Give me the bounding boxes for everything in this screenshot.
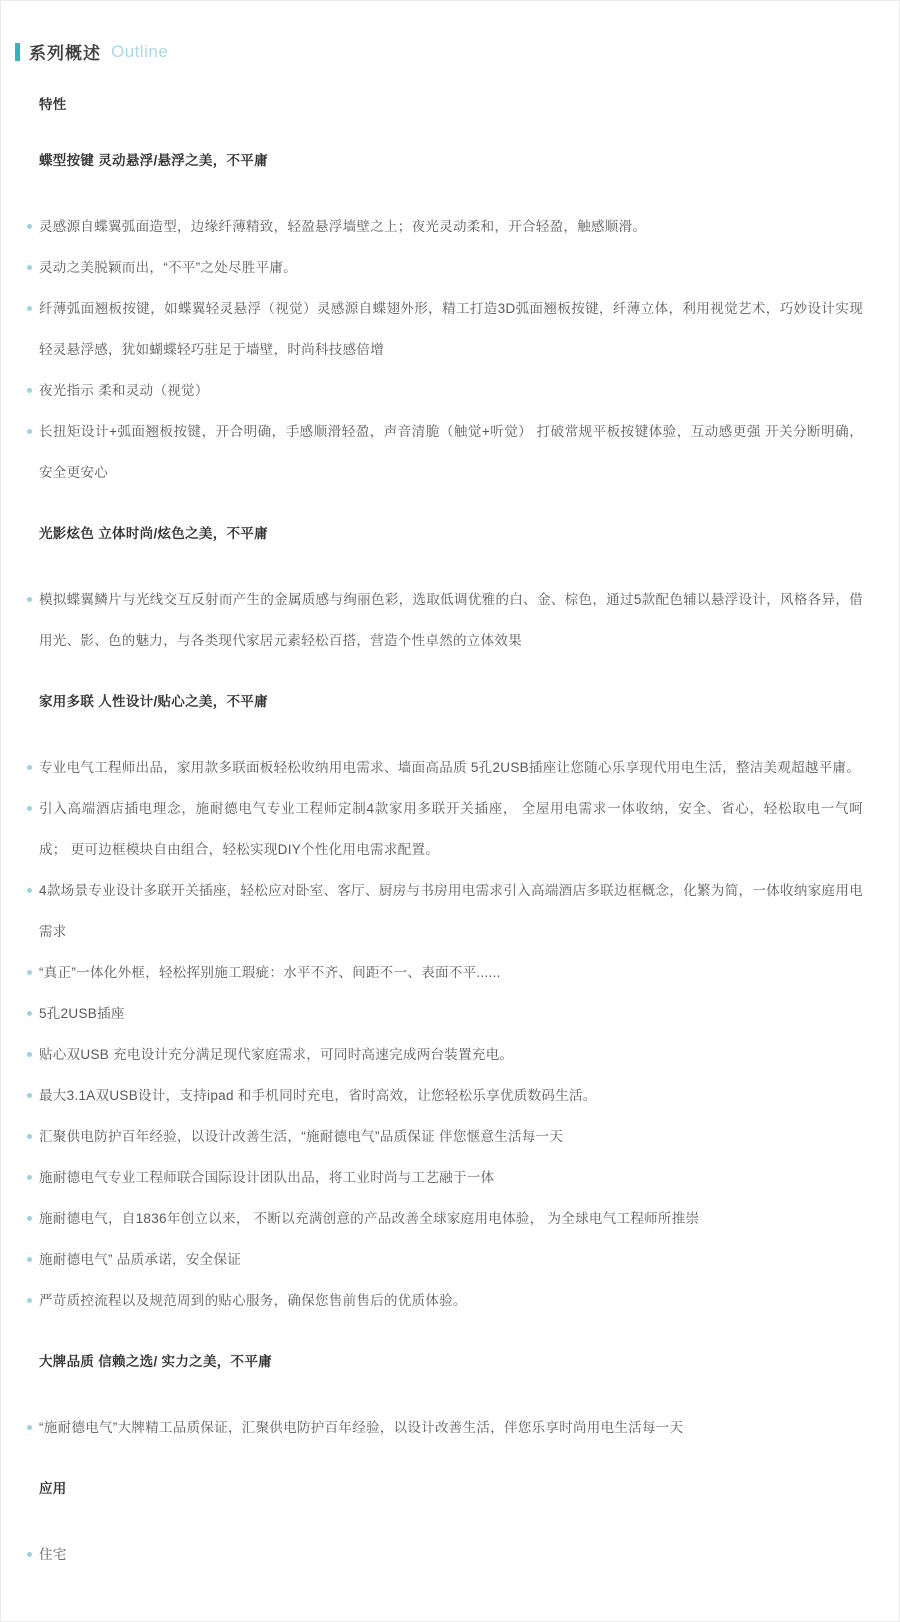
bullet-list-application [39, 1534, 863, 1575]
bullet-item: 夜光指示 柔和灵动（视觉） [39, 370, 863, 411]
content-area [1, 94, 899, 1621]
bullet-item: 施耐德电气，自1836年创立以来， 不断以充满创意的产品改善全球家庭用电体验， 为全球电气工程师所推崇 [39, 1198, 863, 1239]
page-header [15, 39, 899, 64]
bullet-list-multi-gang [39, 747, 863, 1321]
bullet-item: 住宅 [39, 1534, 863, 1575]
section-heading-features: 特性 [39, 97, 67, 112]
page-title-en: Outline [111, 41, 169, 61]
bullet-item: “施耐德电气”大牌精工品质保证，汇聚供电防护百年经验，以设计改善生活，伴您乐享时尚用电生活每一天 [39, 1407, 863, 1448]
section-heading-application: 应用 [39, 1481, 67, 1496]
section-heading-multi-gang: 家用多联 人性设计/贴心之美，不平庸 [39, 694, 268, 709]
bullet-item: “真正”一体化外框，轻松挥别施工瑕疵：水平不齐、间距不一、表面不平...... [39, 952, 863, 993]
page-title-cn: 系列概述 [29, 44, 101, 63]
bullet-item: 专业电气工程师出品，家用款多联面板轻松收纳用电需求、墙面高品质 5孔2USB插座让您随心乐享现代用电生活，整洁美观超越平庸。 [39, 747, 863, 788]
bullet-item: 汇聚供电防护百年经验，以设计改善生活，“施耐德电气”品质保证 伴您惬意生活每一天 [39, 1116, 863, 1157]
bullet-item: 施耐德电气” 品质承诺，安全保证 [39, 1239, 863, 1280]
bullet-list-light-color [39, 579, 863, 661]
bullet-item: 灵感源自蝶翼弧面造型，边缘纤薄精致，轻盈悬浮墙壁之上；夜光灵动柔和，开合轻盈，触感顺滑。 [39, 206, 863, 247]
bullet-list-butterfly-keys [39, 206, 863, 493]
bullet-item: 严苛质控流程以及规范周到的贴心服务，确保您售前售后的优质体验。 [39, 1280, 863, 1321]
bullet-list-brand-quality [39, 1407, 863, 1448]
accent-bar-icon [15, 43, 20, 61]
bullet-item: 引入高端酒店插电理念，施耐德电气专业工程师定制4款家用多联开关插座， 全屋用电需求一体收纳，安全、省心，轻松取电一气呵成； 更可边框模块自由组合，轻松实现DIY个性化用电需求配置。 [39, 788, 863, 870]
section-heading-brand-quality: 大牌品质 信赖之选/ 实力之美，不平庸 [39, 1354, 272, 1369]
bullet-item: 长扭矩设计+弧面翘板按键，开合明确，手感顺滑轻盈，声音清脆（触觉+听觉） 打破常规平板按键体验，互动感更强 开关分断明确，安全更安心 [39, 411, 863, 493]
bullet-item: 灵动之美脱颖而出，“不平”之处尽胜平庸。 [39, 247, 863, 288]
bullet-item: 4款场景专业设计多联开关插座，轻松应对卧室、客厅、厨房与书房用电需求引入高端酒店多联边框概念，化繁为简，一体收纳家庭用电需求 [39, 870, 863, 952]
section-heading-light-color: 光影炫色 立体时尚/炫色之美，不平庸 [39, 526, 268, 541]
section-heading-butterfly-keys: 蝶型按键 灵动悬浮/悬浮之美，不平庸 [39, 153, 268, 168]
bullet-item: 最大3.1A双USB设计，支持ipad 和手机同时充电，省时高效，让您轻松乐享优质数码生活。 [39, 1075, 863, 1116]
bullet-item: 贴心双USB 充电设计充分满足现代家庭需求，可同时高速完成两台装置充电。 [39, 1034, 863, 1075]
bullet-item: 纤薄弧面翘板按键，如蝶翼轻灵悬浮（视觉）灵感源自蝶翅外形，精工打造3D弧面翘板按键，纤薄立体，利用视觉艺术，巧妙设计实现轻灵悬浮感，犹如蝴蝶轻巧驻足于墙壁，时尚科技感倍增 [39, 288, 863, 370]
bullet-item: 模拟蝶翼鳞片与光线交互反射而产生的金属质感与绚丽色彩，选取低调优雅的白、金、棕色，通过5款配色辅以悬浮设计，风格各异，借用光、影、色的魅力，与各类现代家居元素轻松百搭，营造个性卓然的立体效果 [39, 579, 863, 661]
bullet-item: 施耐德电气专业工程师联合国际设计团队出品，将工业时尚与工艺融于一体 [39, 1157, 863, 1198]
bullet-item: 5孔2USB插座 [39, 993, 863, 1034]
